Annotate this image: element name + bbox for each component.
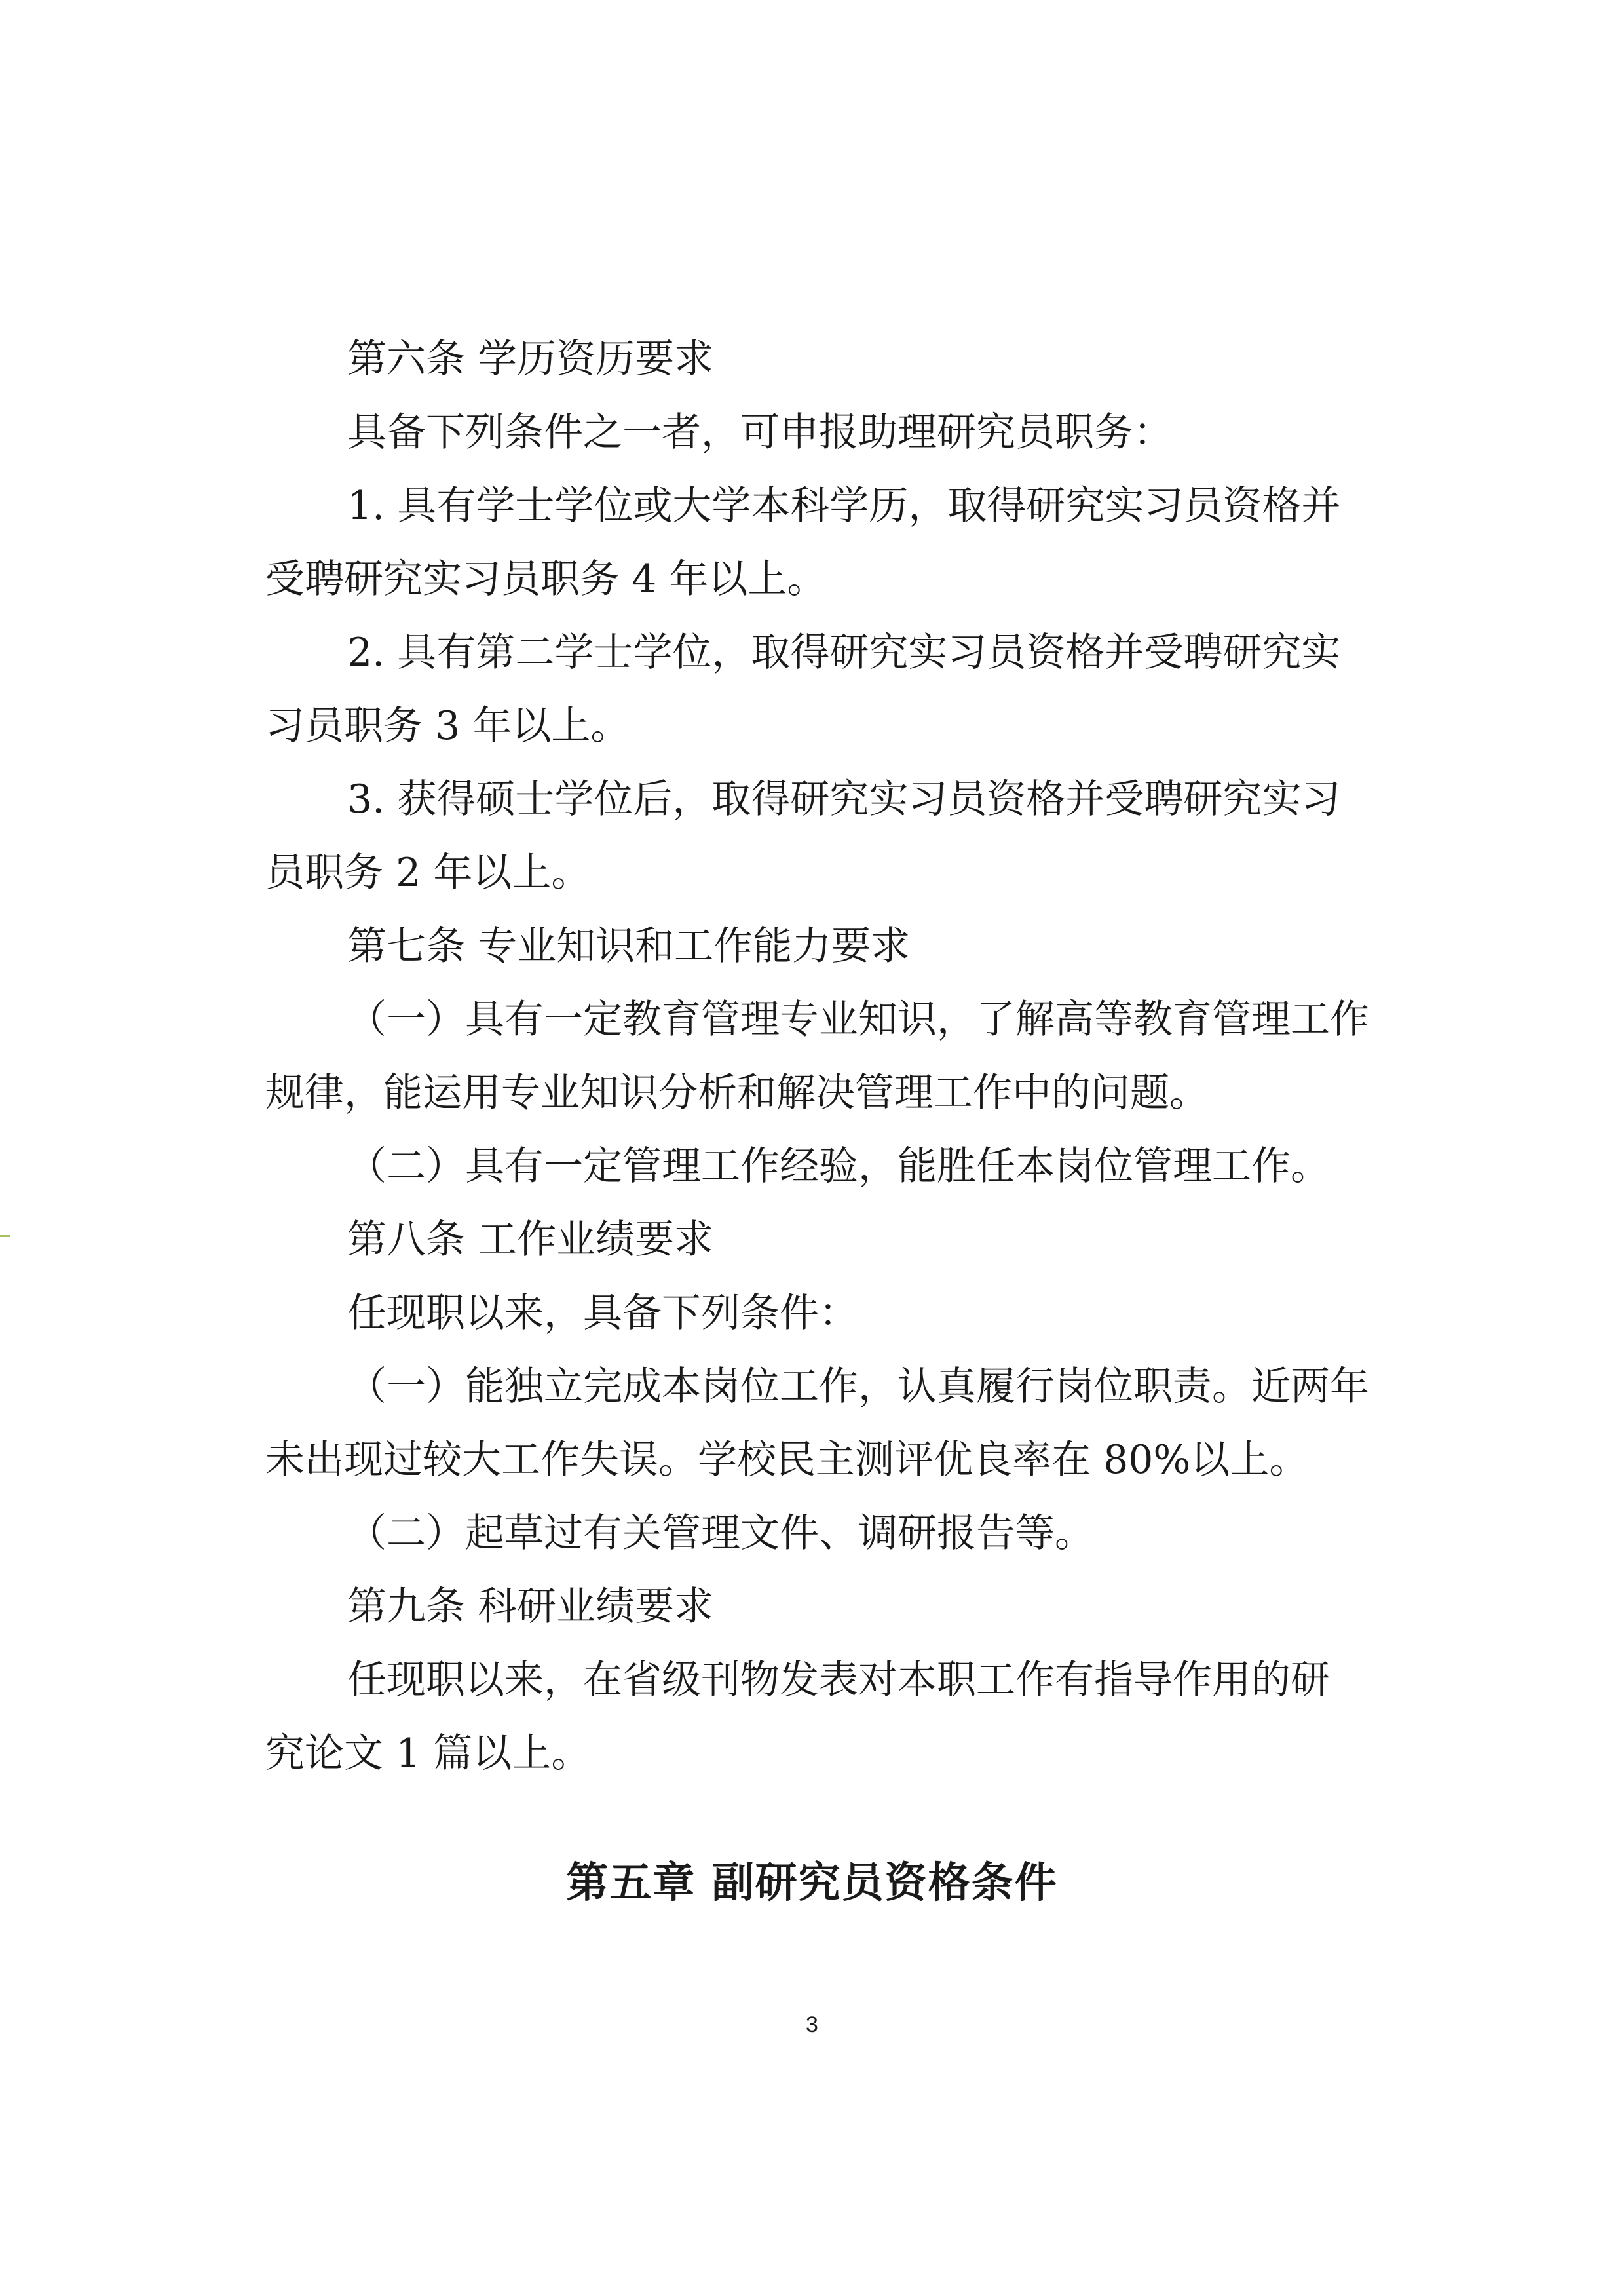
paragraph-line: 1. 具有学士学位或大学本科学历，取得研究实习员资格并 (347, 483, 1341, 529)
paragraph-line: 规律，能运用专业知识分析和解决管理工作中的问题。 (265, 1070, 1209, 1116)
paragraph-line: 具备下列条件之一者，可申报助理研究员职务： (347, 410, 1173, 455)
paragraph-line: 习员职务 3 年以上。 (265, 703, 630, 749)
paragraph-line: 员职务 2 年以上。 (265, 850, 591, 896)
article-9-heading: 第九条 科研业绩要求 (347, 1584, 714, 1630)
paragraph-line: 受聘研究实习员职务 4 年以上。 (265, 556, 827, 602)
paragraph-line: 任现职以来，具备下列条件： (347, 1290, 858, 1336)
paragraph-line: （二）具有一定管理工作经验，能胜任本岗位管理工作。 (347, 1143, 1330, 1189)
paragraph-line: 究论文 1 篇以上。 (265, 1731, 591, 1776)
paragraph-line: 未出现过较大工作失误。学校民主测评优良率在 80%以上。 (265, 1437, 1309, 1483)
paragraph-line: 2. 具有第二学士学位，取得研究实习员资格并受聘研究实 (347, 630, 1341, 676)
article-8-heading: 第八条 工作业绩要求 (347, 1217, 714, 1263)
chapter-heading: 第五章 副研究员资格条件 (566, 1859, 1058, 1907)
article-7-heading: 第七条 专业知识和工作能力要求 (347, 923, 911, 969)
paragraph-line: （二）起草过有关管理文件、调研报告等。 (347, 1510, 1094, 1556)
page-number: 3 (806, 2012, 818, 2037)
paragraph-line: （一）能独立完成本岗位工作，认真履行岗位职责。近两年 (347, 1364, 1369, 1409)
paragraph-line: （一）具有一定教育管理专业知识，了解高等教育管理工作 (347, 997, 1369, 1043)
paragraph-line: 3. 获得硕士学位后，取得研究实习员资格并受聘研究实习 (347, 776, 1341, 822)
article-6-heading: 第六条 学历资历要求 (347, 336, 714, 382)
paragraph-line: 任现职以来，在省级刊物发表对本职工作有指导作用的研 (347, 1657, 1330, 1703)
margin-mark (0, 1235, 10, 1237)
